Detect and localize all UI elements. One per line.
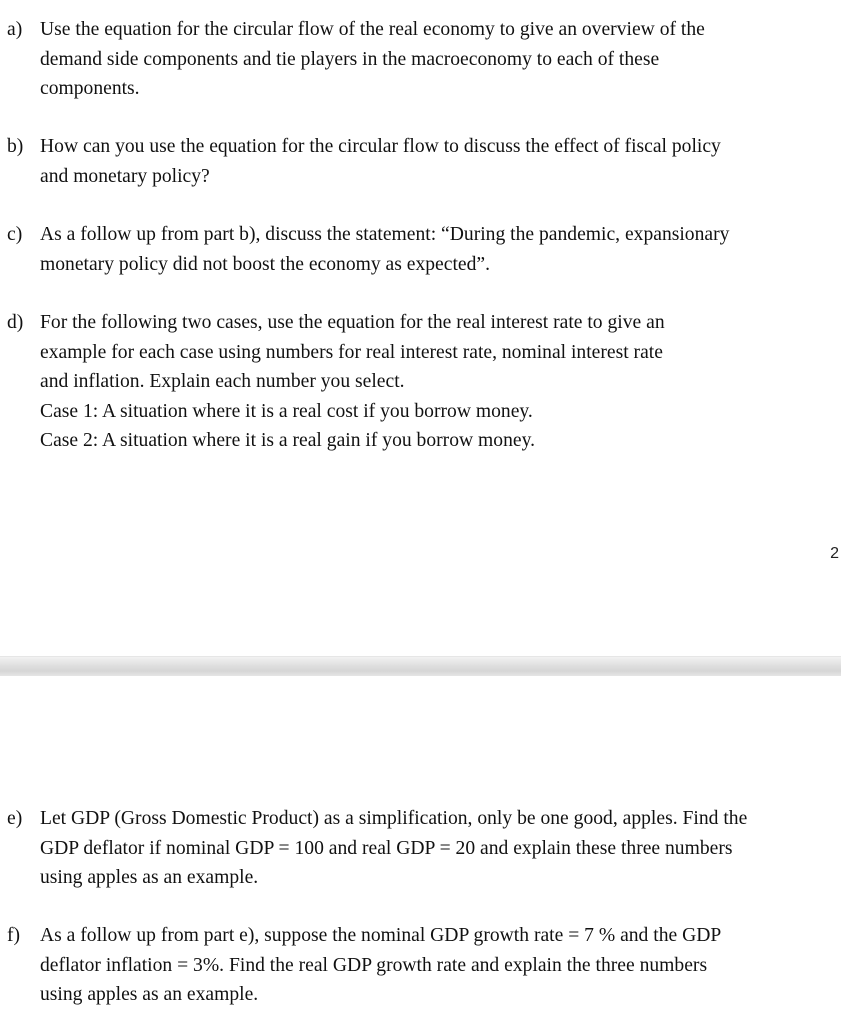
document-page-bottom: [0, 676, 841, 1024]
case-1-line: Case 1: A situation where it is a real cost if you borrow money.: [40, 400, 533, 422]
question-label: b): [7, 136, 24, 157]
page-number: 2: [830, 545, 839, 562]
question-text: [40, 132, 840, 191]
question-text: [40, 921, 840, 1010]
question-line: using apples as an example.: [40, 867, 259, 888]
question-line: Let GDP (Gross Domestic Product) as a simplification, only be one good, apples. Find the: [40, 808, 748, 829]
question-label: d): [7, 312, 24, 333]
question-label: f): [7, 925, 21, 946]
question-line: As a follow up from part b), discuss the statement: “During the pandemic, expansionary: [40, 224, 730, 245]
question-line: and inflation. Explain each number you select.: [40, 371, 405, 392]
question-line: Use the equation for the circular flow of the real economy to give an overview of the: [40, 19, 705, 40]
question-text: [40, 804, 840, 893]
question-line: For the following two cases, use the equation for the real interest rate to give an: [40, 312, 665, 333]
question-label: c): [7, 224, 23, 245]
question-line: demand side components and tie players in the macroeconomy to each of these: [40, 48, 660, 70]
question-line: GDP deflator if nominal GDP = 100 and real GDP = 20 and explain these three numbers: [40, 837, 733, 859]
question-text: [40, 15, 840, 104]
question-line: example for each case using numbers for real interest rate, nominal interest rate: [40, 341, 663, 363]
question-line: As a follow up from part e), suppose the nominal GDP growth rate = 7 % and the GDP: [40, 925, 722, 946]
question-label: a): [7, 19, 23, 40]
question-line: deflator inflation = 3%. Find the real GDP growth rate and explain the three numbers: [40, 954, 708, 976]
question-line: monetary policy did not boost the economy as expected”.: [40, 253, 490, 275]
question-line: and monetary policy?: [40, 165, 210, 187]
question-line: How can you use the equation for the circular flow to discuss the effect of fiscal policy: [40, 136, 721, 157]
case-2-line: Case 2: A situation where it is a real gain if you borrow money.: [40, 430, 535, 451]
question-text: [40, 220, 840, 279]
question-line: components.: [40, 78, 140, 99]
question-label: e): [7, 808, 23, 829]
page-separator: [0, 656, 841, 677]
question-line: using apples as an example.: [40, 984, 259, 1005]
question-text: [40, 308, 840, 456]
